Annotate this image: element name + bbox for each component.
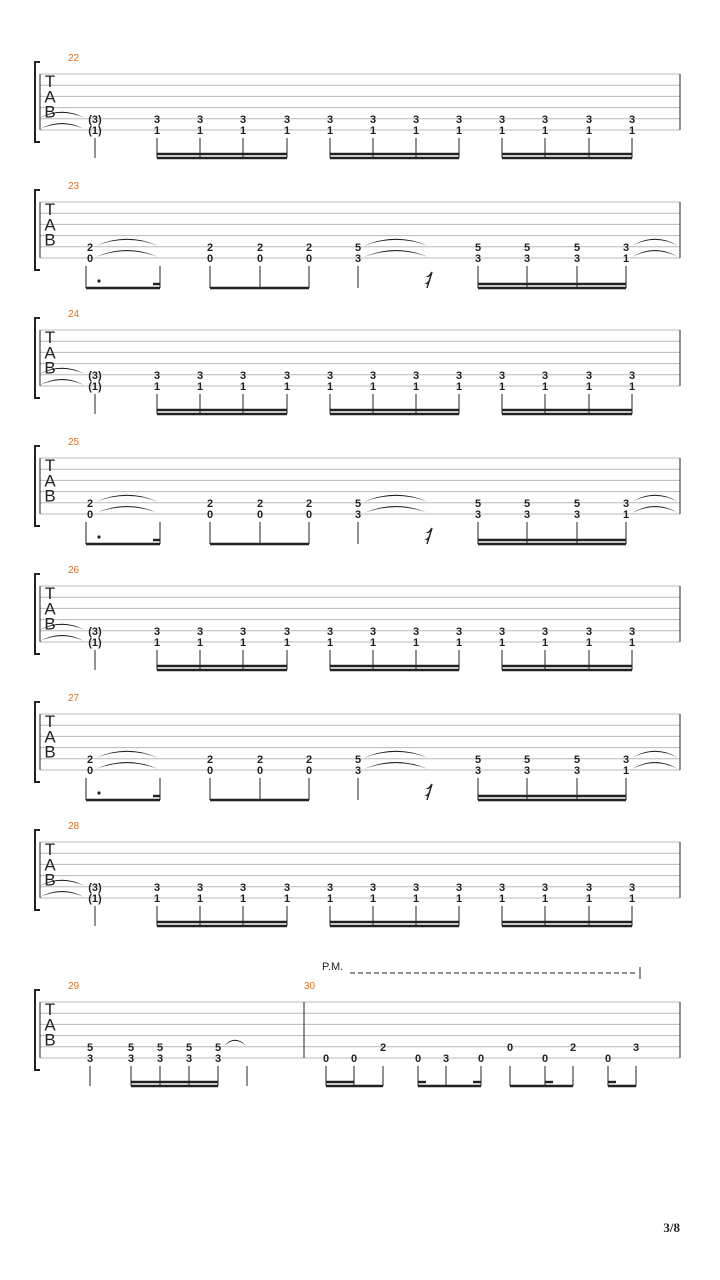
fret-number: 1 — [541, 637, 549, 649]
fret-number: 3 — [214, 1053, 222, 1065]
fret-number: 2 — [569, 1041, 577, 1054]
fret-number: 3 — [585, 113, 593, 126]
fret-number: 1 — [369, 637, 377, 649]
fret-number: 1 — [369, 381, 377, 393]
fret-number: 0 — [506, 1041, 514, 1054]
fret-number: 3 — [326, 625, 334, 638]
tab-clef-letter-b: B — [44, 486, 56, 506]
fret-number: 1 — [412, 125, 420, 137]
system-bracket — [35, 830, 40, 910]
fret-number: 3 — [196, 625, 204, 638]
fret-number: 3 — [283, 881, 291, 894]
tab-system-4 — [35, 437, 680, 544]
system-bracket — [35, 990, 40, 1070]
tab-clef-letter-b: B — [44, 230, 56, 250]
fret-number: 2 — [305, 753, 313, 766]
tab-system-6 — [35, 693, 680, 800]
system-bracket — [35, 702, 40, 782]
tie — [364, 495, 428, 502]
tab-clef-letter-t: T — [44, 200, 56, 220]
tie-outgoing — [632, 751, 678, 758]
fret-number: 3 — [239, 881, 247, 894]
tie — [364, 250, 428, 257]
fret-number: 3 — [354, 765, 362, 777]
fret-number: 1 — [326, 125, 334, 137]
tab-system-2 — [35, 181, 680, 288]
measure-number: 22 — [68, 53, 80, 64]
tab-clef-letter-t: T — [44, 1000, 56, 1020]
fret-number: 3 — [628, 369, 636, 382]
tab-system-8 — [35, 961, 680, 1086]
tie-incoming — [40, 635, 84, 641]
tie-incoming — [40, 123, 84, 129]
tab-clef-letter-a: A — [44, 471, 56, 491]
fret-number: 1 — [455, 637, 463, 649]
fret-number: 3 — [127, 1053, 135, 1065]
fret-number: 0 — [86, 253, 94, 265]
fret-number: 3 — [541, 625, 549, 638]
page-number: 3/8 — [663, 1220, 680, 1235]
tab-clef-letter-b: B — [44, 870, 56, 890]
fret-number: 1 — [239, 637, 247, 649]
fret-number: 1 — [153, 125, 161, 137]
fret-number: (1) — [88, 893, 102, 905]
fret-number: 2 — [256, 497, 264, 510]
fret-number: 1 — [498, 637, 506, 649]
fret-number: 1 — [628, 125, 636, 137]
fret-number: 1 — [326, 893, 334, 905]
fret-number: 2 — [206, 241, 214, 254]
fret-number: 3 — [628, 881, 636, 894]
fret-number: 1 — [585, 125, 593, 137]
fret-number: 0 — [322, 1053, 330, 1065]
fret-number: 3 — [153, 881, 161, 894]
fret-number: 1 — [455, 381, 463, 393]
fret-number: (1) — [88, 381, 102, 393]
fret-number: 1 — [412, 893, 420, 905]
fret-number: 1 — [498, 125, 506, 137]
fret-number: 3 — [354, 253, 362, 265]
fret-number: 1 — [412, 381, 420, 393]
tab-system-7 — [35, 821, 680, 926]
fret-number: 0 — [206, 509, 214, 521]
measure-number: 27 — [68, 693, 80, 704]
fret-number: 3 — [196, 369, 204, 382]
fret-number: 3 — [455, 625, 463, 638]
tie — [96, 250, 158, 257]
tie — [96, 506, 158, 513]
fret-number: 3 — [455, 881, 463, 894]
fret-number: 3 — [369, 369, 377, 382]
tie — [96, 751, 158, 758]
fret-number: 3 — [412, 369, 420, 382]
fret-number: 3 — [585, 625, 593, 638]
fret-number: 3 — [442, 1053, 450, 1065]
fret-number: 3 — [628, 625, 636, 638]
fret-number: 5 — [127, 1041, 135, 1054]
fret-number: 1 — [412, 637, 420, 649]
fret-number: 0 — [256, 253, 264, 265]
fret-number: 1 — [541, 893, 549, 905]
fret-number: (1) — [88, 637, 102, 649]
fret-number: 5 — [354, 497, 362, 510]
tab-clef-letter-t: T — [44, 72, 56, 92]
fret-number: 0 — [256, 509, 264, 521]
fret-number: 3 — [153, 113, 161, 126]
tie-outgoing — [632, 250, 678, 257]
fret-number: 1 — [622, 253, 630, 265]
fret-number: 1 — [326, 381, 334, 393]
fret-number: 3 — [523, 253, 531, 265]
fret-number: 5 — [474, 753, 482, 766]
fret-number: 5 — [523, 753, 531, 766]
fret-number: 1 — [196, 125, 204, 137]
fret-number: 5 — [214, 1041, 222, 1054]
measure-number: 24 — [68, 309, 80, 320]
fret-number: 5 — [86, 1041, 94, 1054]
fret-number: 3 — [585, 369, 593, 382]
fret-number: 3 — [523, 765, 531, 777]
tab-clef-letter-a: A — [44, 727, 56, 747]
tie — [96, 239, 158, 246]
fret-number: 1 — [628, 893, 636, 905]
fret-number: 3 — [326, 881, 334, 894]
tab-clef-letter-b: B — [44, 1030, 56, 1050]
fret-number: 3 — [541, 369, 549, 382]
fret-number: 2 — [86, 753, 94, 766]
fret-number: 1 — [239, 893, 247, 905]
tab-clef-letter-a: A — [44, 215, 56, 235]
fret-number: 5 — [354, 753, 362, 766]
fret-number: (1) — [88, 125, 102, 137]
fret-number: 3 — [474, 253, 482, 265]
fret-number: (3) — [88, 625, 102, 638]
fret-number: 3 — [326, 369, 334, 382]
fret-number: 2 — [206, 497, 214, 510]
tab-clef-letter-t: T — [44, 456, 56, 476]
tab-clef-letter-a: A — [44, 1015, 56, 1035]
fret-number: 0 — [541, 1053, 549, 1065]
system-bracket — [35, 318, 40, 398]
fret-number: 1 — [283, 125, 291, 137]
fret-number: 1 — [628, 381, 636, 393]
fret-number: 1 — [585, 381, 593, 393]
fret-number: 5 — [573, 497, 581, 510]
fret-number: 3 — [196, 881, 204, 894]
fret-number: 0 — [206, 253, 214, 265]
fret-number: 3 — [326, 113, 334, 126]
fret-number: 3 — [585, 881, 593, 894]
fret-number: (3) — [88, 113, 102, 126]
fret-number: 3 — [239, 369, 247, 382]
fret-number: 3 — [185, 1053, 193, 1065]
fret-number: 3 — [541, 881, 549, 894]
fret-number: 1 — [153, 381, 161, 393]
fret-number: 1 — [283, 893, 291, 905]
fret-number: 1 — [369, 125, 377, 137]
fret-number: 3 — [369, 881, 377, 894]
fret-number: (3) — [88, 369, 102, 382]
fret-number: 3 — [196, 113, 204, 126]
fret-number: 1 — [541, 381, 549, 393]
tie-outgoing — [632, 239, 678, 246]
fret-number: 3 — [498, 113, 506, 126]
measure-number: 26 — [68, 565, 80, 576]
fret-number: 1 — [153, 637, 161, 649]
fret-number: 3 — [86, 1053, 94, 1065]
fret-number: 3 — [239, 625, 247, 638]
fret-number: 3 — [369, 113, 377, 126]
augmentation-dot — [97, 279, 100, 282]
tab-clef-letter-a: A — [44, 855, 56, 875]
tab-clef-letter-a: A — [44, 87, 56, 107]
tab-clef-letter-a: A — [44, 599, 56, 619]
fret-number: 3 — [498, 369, 506, 382]
fret-number: 1 — [326, 637, 334, 649]
fret-number: 3 — [498, 881, 506, 894]
fret-number: 5 — [523, 497, 531, 510]
tab-clef-letter-b: B — [44, 742, 56, 762]
fret-number: 2 — [86, 497, 94, 510]
fret-number: 2 — [305, 497, 313, 510]
tie-outgoing — [224, 1040, 246, 1046]
palm-mute-label: P.M. — [322, 961, 344, 973]
tab-clef-letter-a: A — [44, 343, 56, 363]
measure-number: 28 — [68, 821, 80, 832]
fret-number: 3 — [412, 881, 420, 894]
sixteenth-rest — [426, 784, 432, 800]
fret-number: 2 — [86, 241, 94, 254]
tab-clef-letter-t: T — [44, 328, 56, 348]
fret-number: 3 — [239, 113, 247, 126]
fret-number: 2 — [379, 1041, 387, 1054]
fret-number: 2 — [206, 753, 214, 766]
fret-number: 1 — [585, 637, 593, 649]
fret-number: 3 — [455, 369, 463, 382]
fret-number: 3 — [412, 625, 420, 638]
fret-number: 1 — [283, 637, 291, 649]
measure-number: 23 — [68, 181, 80, 192]
fret-number: 3 — [573, 253, 581, 265]
fret-number: 1 — [196, 381, 204, 393]
fret-number: 5 — [156, 1041, 164, 1054]
fret-number: 3 — [283, 113, 291, 126]
fret-number: 3 — [474, 509, 482, 521]
tab-clef-letter-t: T — [44, 584, 56, 604]
fret-number: 3 — [622, 753, 630, 766]
sixteenth-rest — [426, 272, 432, 288]
fret-number: 3 — [455, 113, 463, 126]
fret-number: 0 — [86, 765, 94, 777]
fret-number: 3 — [632, 1041, 640, 1054]
fret-number: 3 — [354, 509, 362, 521]
fret-number: 2 — [256, 753, 264, 766]
tab-system-1 — [35, 53, 680, 158]
fret-number: 3 — [369, 625, 377, 638]
fret-number: 3 — [283, 625, 291, 638]
fret-number: 5 — [523, 241, 531, 254]
fret-number: 5 — [573, 241, 581, 254]
fret-number: 1 — [196, 637, 204, 649]
fret-number: 0 — [477, 1053, 485, 1065]
fret-number: 3 — [153, 369, 161, 382]
tab-system-5 — [35, 565, 680, 670]
fret-number: 3 — [156, 1053, 164, 1065]
fret-number: 3 — [541, 113, 549, 126]
fret-number: 5 — [474, 241, 482, 254]
fret-number: 1 — [585, 893, 593, 905]
fret-number: 3 — [474, 765, 482, 777]
tab-clef-letter-b: B — [44, 102, 56, 122]
tie-outgoing — [632, 506, 678, 513]
fret-number: 3 — [523, 509, 531, 521]
tab-clef-letter-b: B — [44, 358, 56, 378]
fret-number: 3 — [628, 113, 636, 126]
fret-number: 2 — [305, 241, 313, 254]
fret-number: 0 — [604, 1053, 612, 1065]
fret-number: 0 — [350, 1053, 358, 1065]
tie — [364, 762, 428, 769]
fret-number: 5 — [573, 753, 581, 766]
fret-number: 0 — [305, 765, 313, 777]
fret-number: 0 — [86, 509, 94, 521]
fret-number: 0 — [305, 253, 313, 265]
measure-number: 30 — [304, 981, 316, 992]
tab-system-3 — [35, 309, 680, 414]
fret-number: 0 — [305, 509, 313, 521]
fret-number: 5 — [474, 497, 482, 510]
fret-number: 1 — [196, 893, 204, 905]
fret-number: 1 — [622, 765, 630, 777]
fret-number: 1 — [628, 637, 636, 649]
tie — [364, 751, 428, 758]
fret-number: 1 — [498, 893, 506, 905]
fret-number: 3 — [412, 113, 420, 126]
fret-number: 0 — [256, 765, 264, 777]
system-bracket — [35, 574, 40, 654]
system-bracket — [35, 190, 40, 270]
fret-number: 1 — [239, 381, 247, 393]
fret-number: 0 — [414, 1053, 422, 1065]
fret-number: 5 — [354, 241, 362, 254]
fret-number: 1 — [455, 125, 463, 137]
system-bracket — [35, 446, 40, 526]
fret-number: 1 — [455, 893, 463, 905]
measure-number: 29 — [68, 981, 80, 992]
tie — [364, 239, 428, 246]
fret-number: 1 — [283, 381, 291, 393]
fret-number: 2 — [256, 241, 264, 254]
system-bracket — [35, 62, 40, 142]
fret-number: 5 — [185, 1041, 193, 1054]
fret-number: 1 — [622, 509, 630, 521]
measure-number: 25 — [68, 437, 80, 448]
tie — [364, 506, 428, 513]
augmentation-dot — [97, 535, 100, 538]
tab-clef-letter-t: T — [44, 712, 56, 732]
tie-outgoing — [632, 762, 678, 769]
fret-number: 3 — [153, 625, 161, 638]
fret-number: 1 — [153, 893, 161, 905]
tie-incoming — [40, 379, 84, 385]
augmentation-dot — [97, 791, 100, 794]
tab-clef-letter-t: T — [44, 840, 56, 860]
tab-clef-letter-b: B — [44, 614, 56, 634]
fret-number: 3 — [573, 509, 581, 521]
sixteenth-rest — [426, 528, 432, 544]
fret-number: 3 — [622, 497, 630, 510]
tie-outgoing — [632, 495, 678, 502]
fret-number: 3 — [622, 241, 630, 254]
fret-number: (3) — [88, 881, 102, 894]
tie-incoming — [40, 891, 84, 897]
fret-number: 1 — [498, 381, 506, 393]
fret-number: 0 — [206, 765, 214, 777]
fret-number: 3 — [573, 765, 581, 777]
tie — [96, 495, 158, 502]
fret-number: 3 — [498, 625, 506, 638]
fret-number: 3 — [283, 369, 291, 382]
fret-number: 1 — [369, 893, 377, 905]
tie — [96, 762, 158, 769]
fret-number: 1 — [541, 125, 549, 137]
fret-number: 1 — [239, 125, 247, 137]
